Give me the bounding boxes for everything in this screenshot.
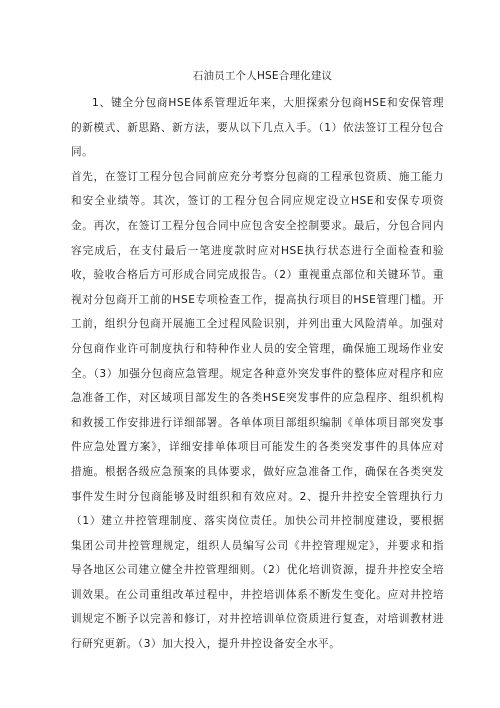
document-title: 石油员工个人HSE合理化建议 [192, 70, 333, 82]
paragraph-body: 首先，在签订工程分包合同前应充分考察分包商的工程承包资质、施工能力和安全业绩等。其次，签订的工程分包合同应规定设立HSE和安保专项资金。再次，在签订工程分包合同中应包含安全控制要求。最后，分包合同内容完成后，在支付最后一笔进度款时应对HSE执行状态进行全面检查和验收，验收合格后方可形成合同完成报告。（2）重视重点部位和关键环节。重视对分包商开工前的HSE专项检查工作，提高执行项目的HSE管理门槛。开工前，组织分包商开展施工全过程风险识别，并列出重大风险清单。加强对分包商作业许可制度执行和特种作业人员的安全管理，确保施工现场作业安全。（3）加强分包商应急管理。规定各种意外突发事件的整体应对程序和应急准备工作，对区域项目部发生的各类HSE突发事件的应急程序、组织机构和救援工作安排进行详细部署。各单体项目部组织编制《单体项目部突发事件应急处置方案》，详细安排单体项目可能发生的各类突发事件的具体应对措施。根据各级应急预案的具体要求，做好应急准备工作，确保在各类突发事件发生时分包商能够及时组织和有效应对。2、提升井控安全管理执行力（1）建立井控管理制度、落实岗位责任。加快公司井控制度建设，要根据集团公司井控管理规定，组织人员编写公司《井控管理规定》，并要求和指导各地区公司建立健全井控管理细则。（2）优化培训资源，提升井控安全培训效果。在公司重组改革过程中，井控培训体系不断发生变化。应对井控培训规定不断予以完善和修订，对井控培训单位资质进行复查，对培训教材进行研究更新。（3）加大投入，提升井控设备安全水平。 [71, 170, 444, 651]
paragraph-intro: 1、键全分包商HSE体系管理近年来，大胆探索分包商HSE和安保管理的新模式、新思路、新方法，要从以下几点入手。（1）依法签订工程分包合同。 [71, 97, 444, 159]
